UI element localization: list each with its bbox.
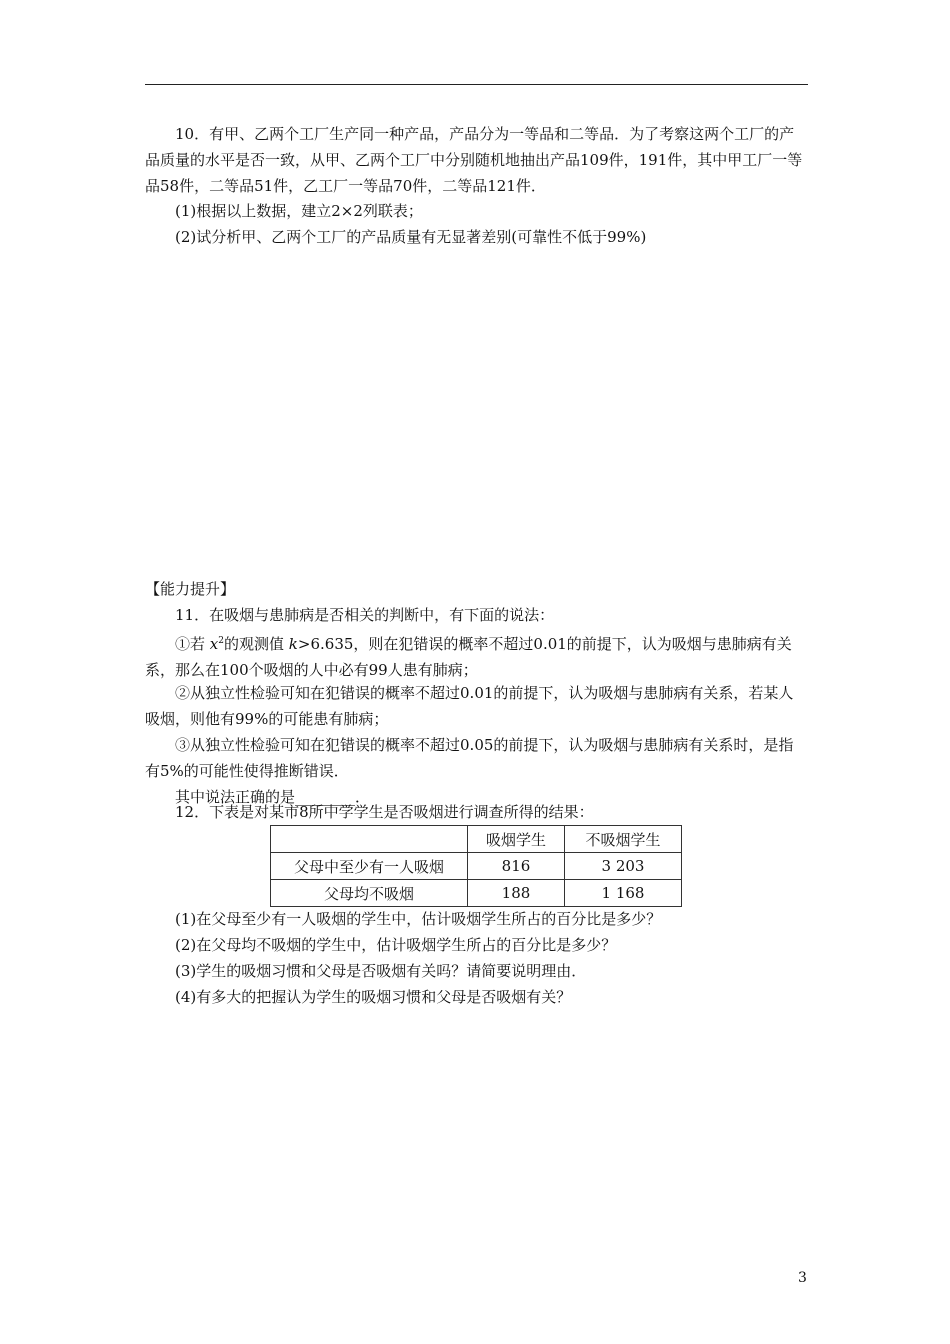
table-header-row [271, 826, 682, 853]
header-rule [145, 84, 808, 85]
q11-statement-2: ②从独立性检验可知在犯错误的概率不超过0.01的前提下，认为吸烟与患肺病有关系，若某人吸烟，则他有99%的可能患有肺病； [145, 684, 794, 728]
q12-part1: (1)在父母至少有一人吸烟的学生中，估计吸烟学生所占的百分比是多少？ [175, 910, 662, 928]
var-x: x [209, 635, 219, 653]
q12-stem: 12．下表是对某市8所中学学生是否吸烟进行调查所得的结果： [175, 803, 594, 821]
table-cell: 父母中至少有一人吸烟 [271, 853, 468, 880]
table-header-cell: 吸烟学生 [468, 826, 565, 853]
q11-statement-3: ③从独立性检验可知在犯错误的概率不超过0.05的前提下，认为吸烟与患肺病有关系时，是指有5%的可能性使得推断错误． [145, 736, 794, 780]
table-row [271, 880, 682, 907]
q12-part3: (3)学生的吸烟习惯和父母是否吸烟有关吗？请简要说明理由． [175, 962, 587, 980]
q11-statement-1 [145, 628, 808, 683]
q11-stem: 11．在吸烟与患肺病是否相关的判断中，有下面的说法： [175, 606, 555, 624]
q12-part2: (2)在父母均不吸烟的学生中，估计吸烟学生所占的百分比是多少？ [175, 936, 617, 954]
table-cell: 816 [468, 853, 565, 880]
q11-s1-rest: >6.635，则在犯错误的概率不超过0.01的前提下，认为吸烟与患肺病有关系，那么在100个吸烟的人中必有99人患有肺病； [145, 635, 792, 679]
var-x-exponent: 2 [218, 636, 224, 646]
table-cell: 父母均不吸烟 [271, 880, 468, 907]
table-cell: 3 203 [565, 853, 682, 880]
table-cell: 1 168 [565, 880, 682, 907]
var-k: k [288, 635, 298, 653]
page-number: 3 [798, 1270, 807, 1286]
q11-s1-mid: 的观测值 [224, 635, 285, 653]
q12-part4: (4)有多大的把握认为学生的吸烟习惯和父母是否吸烟有关？ [175, 988, 572, 1006]
table-header-cell [271, 826, 468, 853]
q10-part1: (1)根据以上数据，建立2×2列联表； [175, 202, 423, 220]
survey-table [270, 825, 682, 907]
table-row [271, 853, 682, 880]
q11-ask: 其中说法正确的是________． [175, 788, 371, 806]
table-header-cell: 不吸烟学生 [565, 826, 682, 853]
section-title: 【能力提升】 [145, 580, 236, 598]
q11-s1-prefix: ①若 [175, 635, 206, 653]
table-cell: 188 [468, 880, 565, 907]
q10-part2: (2)试分析甲、乙两个工厂的产品质量有无显著差别(可靠性不低于99%) [175, 228, 647, 246]
q10-stem: 10．有甲、乙两个工厂生产同一种产品，产品分为一等品和二等品．为了考察这两个工厂的产品质量的水平是否一致，从甲、乙两个工厂中分别随机地抽出产品109件，191件，其中甲工厂一等品58件，二等品51件，乙工厂一等品70件，二等品121件． [145, 125, 803, 195]
